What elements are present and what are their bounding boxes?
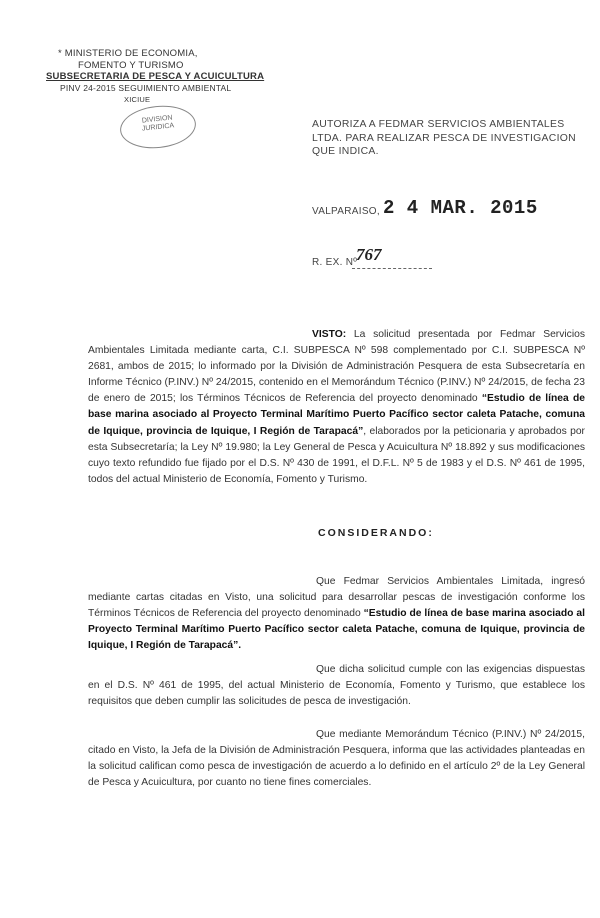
resolution-label: R. EX. Nº bbox=[312, 257, 358, 268]
visto-paragraph bbox=[88, 327, 585, 488]
stamp-line1: DIVISION bbox=[141, 114, 173, 125]
resolution-number-underline bbox=[352, 268, 432, 269]
considerando-3 bbox=[88, 727, 585, 791]
resolution-subject: AUTORIZA A FEDMAR SERVICIOS AMBIENTALES LTDA. PARA REALIZAR PESCA DE INVESTIGACION QUE INDICA. bbox=[312, 119, 576, 157]
date-stamp: 2 4 MAR. 2015 bbox=[383, 197, 538, 219]
considerando-heading: CONSIDERANDO: bbox=[318, 527, 434, 539]
visto-text-1: La solicitud presentada por Fedmar Servicios Ambientales Limitada mediante carta, C.I. SUBPESCA Nº 598 complementado por C.I. SUBPESCA Nº 2681, ambos de 2015; lo informado por la División de Administración Pesquera de esta Subsecretaría en Informe Técnico (P.INV.) Nº 24/2015, contenido en el Memorándum Técnico (P.INV.) Nº 24/2015, de fecha 23 de enero de 2015; los Términos Técnicos de Referencia del proyecto denominado bbox=[88, 329, 585, 405]
date-place: VALPARAISO, bbox=[312, 206, 380, 217]
considerando-3-text: Que mediante Memorándum Técnico (P.INV.) Nº 24/2015, citado en Visto, la Jefa de la División de Administración Pesquera, informa que las actividades planteadas en la solicitud califican como pesca de investigación de acuerdo a lo definido en el artículo 2º de la Ley General de Pesca y Acuicultura, por cuanto no tiene fines comerciales. bbox=[88, 729, 585, 789]
letterhead bbox=[46, 48, 264, 106]
stamp-line2: JURIDICA bbox=[141, 122, 175, 133]
visto-label: VISTO: bbox=[312, 329, 347, 340]
reference-line: PINV 24-2015 SEGUIMIENTO AMBIENTAL bbox=[60, 82, 232, 93]
considerando-1-text: Que Fedmar Servicios Ambientales Limitada, ingresó mediante cartas citadas en Visto, una solicitud para desarrollar pescas de investigación conforme los Términos Técnicos de Referencia del proyecto denominado bbox=[88, 576, 585, 620]
considerando-1 bbox=[88, 574, 585, 654]
visto-text-2: , elaborados por la peticionaria y aprobados por esta Subsecretaría; la Ley Nº 19.980; la Ley General de Pesca y Acuicultura Nº 18.892 y sus modificaciones cuyo texto refundido fue fijado por el D.S. Nº 430 de 1991, el D.F.L. Nº 5 de 1983 y el D.S. Nº 461 de 1995, todos del actual Ministerio de Economía, Fomento y Turismo. bbox=[88, 425, 585, 485]
considerando-2-text: Que dicha solicitud cumple con las exigencias dispuestas en el D.S. Nº 461 de 1995, del actual Ministerio de Economía, Fomento y Turismo, que establece los requisitos que deben cumplir las solicitudes de pesca de investigación. bbox=[88, 664, 585, 708]
visto-project-name: “Estudio de línea de base marina asociado al Proyecto Terminal Marítimo Puerto Pacífico sector caleta Patache, comuna de Iquique, provincia de Iquique, I Región de Tarapacá” bbox=[88, 393, 586, 437]
ministry-line2: FOMENTO Y TURISMO bbox=[78, 59, 184, 71]
reference-line-2: XICIUE bbox=[124, 95, 151, 104]
considerando-2 bbox=[88, 662, 585, 710]
considerando-1-project: “Estudio de línea de base marina asociado al Proyecto Terminal Marítimo Puerto Pacífico sector caleta Patache, comuna de Iquique, provincia de Iquique, I Región de Tarapacá”. bbox=[88, 608, 585, 652]
subsecretaria-line: SUBSECRETARIA DE PESCA Y ACUICULTURA bbox=[46, 71, 265, 82]
division-juridica-stamp bbox=[118, 102, 198, 152]
resolution-number: 767 bbox=[356, 245, 382, 264]
ministry-line1: * MINISTERIO DE ECONOMIA, bbox=[58, 48, 198, 59]
